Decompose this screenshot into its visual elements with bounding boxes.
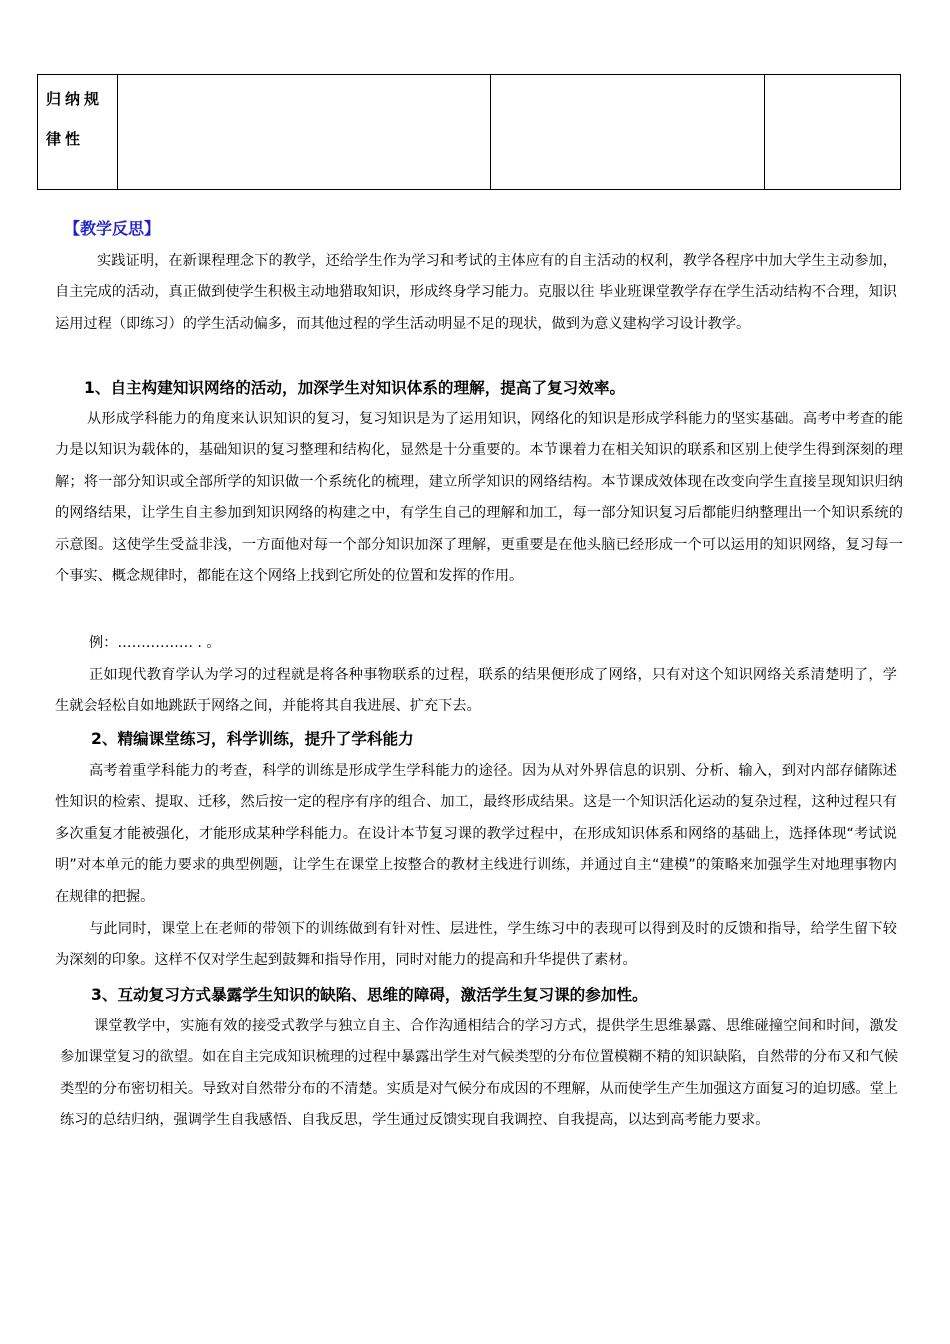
section-heading-1: 1、自主构建知识网络的活动，加深学生对知识体系的理解，提高了复习效率。 (84, 379, 626, 397)
body-paragraph: 从形成学科能力的角度来认识知识的复习，复习知识是为了运用知识，网络化的知识是形成学科能力的坚实基础。高考中考查的能力是以知识为载体的，基础知识的复习整理和结构化，显然是十分重要的。本节课着力在相关知识的联系和区别上使学生得到深刻的理解；将一部分知识或全部所学的知识做一个系统化的梳理，建立所学知识的网络结构。本节课成效体现在改变向学生直接呈现知识归纳的网络结果，让学生自主参加到知识网络的构建之中，有学生自己的理解和加工，每一部分知识复习后都能归纳整理出一个知识系统的示意图。这使学生受益非浅，一方面他对每一个部分知识加深了理解，更重要是在他头脑已经形成一个可以运用的知识网络，复习每一个事实、概念规律时，都能在这个网络上找到它所处的位置和发挥的作用。 (55, 411, 903, 585)
body-paragraph: 高考着重学科能力的考查，科学的训练是形成学生学科能力的途径。因为从对外界信息的识别、分析、输入，到对内部存储陈述性知识的检索、提取、迁移，然后按一定的程序有序的组合、加工，最终形成结果。这是一个知识活化运动的复杂过程，这种过程只有多次重复才能被强化，才能形成某种学科能力。在设计本节复习课的教学过程中，在形成知识体系和网络的基础上，选择体现“考试说明”对本单元的能力要求的典型例题，让学生在课堂上按整合的教材主线进行训练，并通过自主“建模”的策略来加强学生对地理事物内在规律的把握。 (55, 763, 897, 905)
section-heading-3: 3、互动复习方式暴露学生知识的缺陷、思维的障碍，激活学生复习课的参加性。 (91, 986, 648, 1004)
table-row-label: 归纳规律性 (46, 90, 104, 148)
section-heading-2: 2、精编课堂练习，科学训练，提升了学科能力 (91, 730, 414, 748)
example-line: 例：……………. . 。 (89, 635, 221, 651)
table-cell (765, 75, 900, 189)
body-paragraph: 与此同时，课堂上在老师的带领下的训练做到有针对性、层进性，学生练习中的表现可以得到及时的反馈和指导，给学生留下较为深刻的印象。这样不仅对学生起到鼓舞和指导作用，同时对能力的提高和升华提供了素材。 (55, 921, 897, 969)
body-paragraph: 课堂教学中，实施有效的接受式教学与独立自主、合作沟通相结合的学习方式，提供学生思维暴露、思维碰撞空间和时间，激发参加课堂复习的欲望。如在自主完成知识梳理的过程中暴露出学生对气候类型的分布位置模糊不精的知识缺陷，自然带的分布又和气候类型的分布密切相关。导致对自然带分布的不清楚。实质是对气候分布成因的不理解，从而使学生产生加强这方面复习的迫切感。堂上练习的总结归纳，强调学生自我感悟、自我反思，学生通过反馈实现自我调控、自我提高，以达到高考能力要求。 (60, 1018, 898, 1129)
section-title: 【教学反思】 (64, 219, 161, 238)
summary-table (37, 74, 901, 190)
body-paragraph: 正如现代教育学认为学习的过程就是将各种事物联系的过程，联系的结果便形成了网络，只有对这个知识网络关系清楚明了，学生就会轻松自如地跳跃于网络之间，并能将其自我进展、扩充下去。 (55, 667, 897, 715)
table-cell (491, 75, 764, 189)
intro-paragraph: 实践证明，在新课程理念下的教学，还给学生作为学习和考试的主体应有的自主活动的权利，教学各程序中加大学生主动参加，自主完成的活动，真正做到使学生积极主动地猎取知识，形成终身学习能力。克服以往 毕业班课堂教学存在学生活动结构不合理，知识运用过程（即练习）的学生活动偏多，而其他过程的学生活动明显不足的现状，做到为意义建构学习设计教学。 (55, 253, 897, 332)
table-cell (118, 75, 490, 189)
